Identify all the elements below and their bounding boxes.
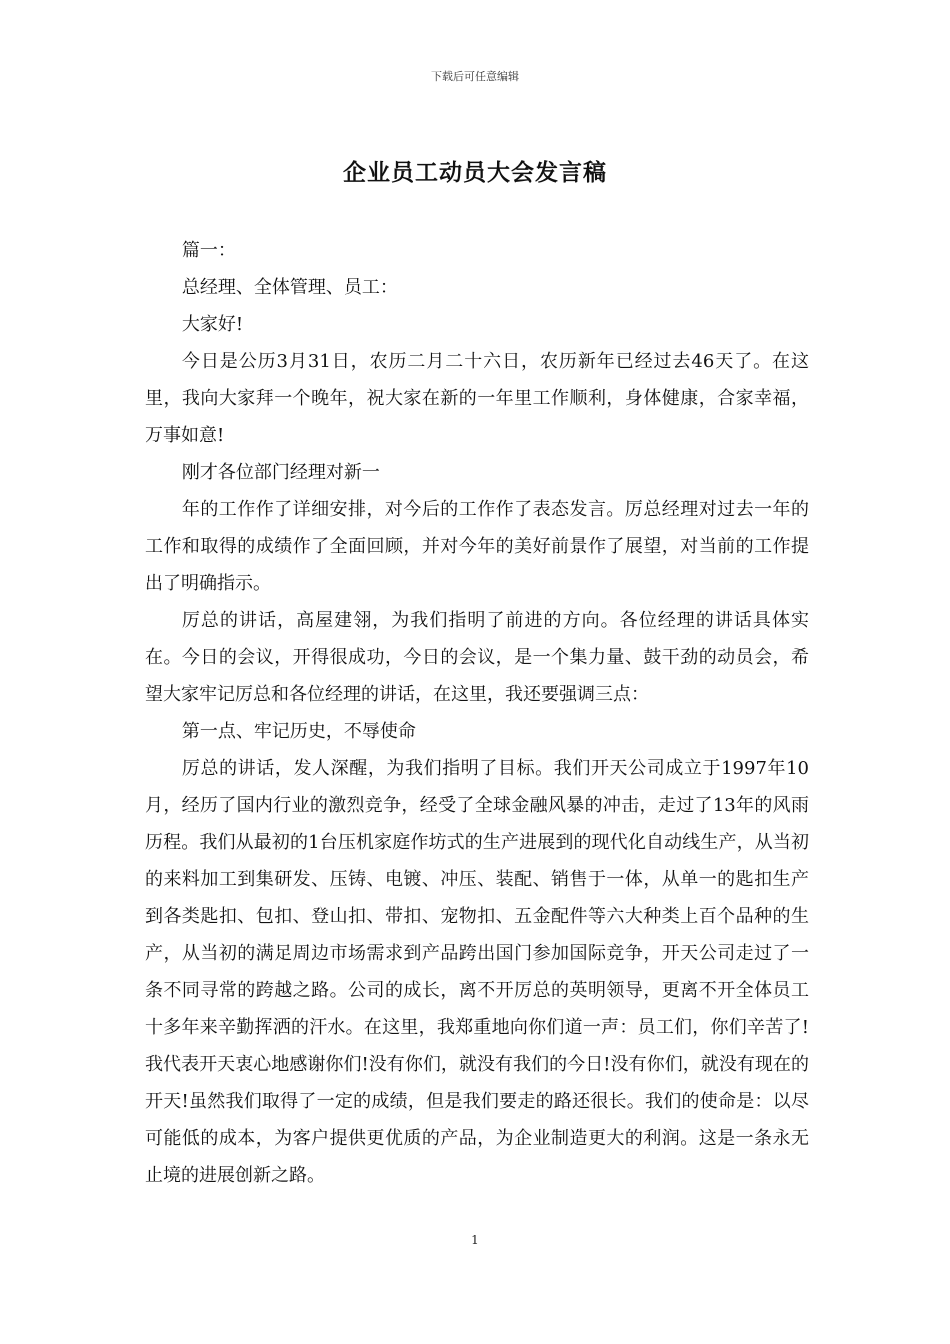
paragraph-date-wishes: 今日是公历3月31日，农历二月二十六日，农历新年已经过去46天了。在这里，我向大家拜一个晚年，祝大家在新的一年里工作顺利，身体健康，合家幸福，万事如意! — [145, 351, 809, 446]
paragraph-fragment: 刚才各位部门经理对新一 — [181, 462, 380, 483]
header-note: 下载后可任意编辑 — [431, 70, 519, 83]
paragraph-point-one-heading: 第一点、牢记历史，不辱使命 — [181, 721, 416, 742]
document-title: 企业员工动员大会发言稿 — [343, 160, 607, 186]
paragraph-greeting: 大家好! — [181, 314, 244, 335]
page-number: 1 — [471, 1233, 479, 1247]
paragraph-salutation: 总经理、全体管理、员工： — [181, 277, 398, 298]
paragraph-work-review: 年的工作作了详细安排，对今后的工作作了表态发言。厉总经理对过去一年的工作和取得的成绩作了全面回顾，并对今年的美好前景作了展望，对当前的工作提出了明确指示。 — [145, 499, 809, 594]
paragraph-company-history: 厉总的讲话，发人深醒，为我们指明了目标。我们开天公司成立于1997年10月，经历了国内行业的激烈竞争，经受了全球金融风暴的冲击，走过了13年的风雨历程。我们从最初的1台压机家庭作坊式的生产进展到的现代化自动线生产，从当初的来料加工到集研发、压铸、电镀、冲压、装配、销售于一体，从单一的匙扣生产到各类匙扣、包扣、登山扣、带扣、宠物扣、五金配件等六大种类上百个品种的生产，从当初的满足周边市场需求到产品跨出国门参加国际竞争，开天公司走过了一条不同寻常的跨越之路。公司的成长，离不开厉总的英明领导，更离不开全体员工十多年来辛勤挥洒的汗水。在这里，我郑重地向你们道一声：员工们，你们辛苦了!我代表开天衷心地感谢你们!没有你们，就没有我们的今日!没有你们，就没有现在的开天!虽然我们取得了一定的成绩，但是我们要走的路还很长。我们的使命是：以尽可能低的成本，为客户提供更优质的产品，为企业制造更大的利润。这是一条永无止境的进展创新之路。 — [145, 758, 809, 1186]
paragraph-section-label: 篇一： — [181, 240, 236, 261]
document-body — [145, 232, 809, 1194]
paragraph-speech-summary: 厉总的讲话，高屋建翎，为我们指明了前进的方向。各位经理的讲话具体实在。今日的会议，开得很成功，今日的会议，是一个集力量、鼓干劲的动员会，希望大家牢记厉总和各位经理的讲话，在这里，我还要强调三点： — [145, 610, 809, 705]
